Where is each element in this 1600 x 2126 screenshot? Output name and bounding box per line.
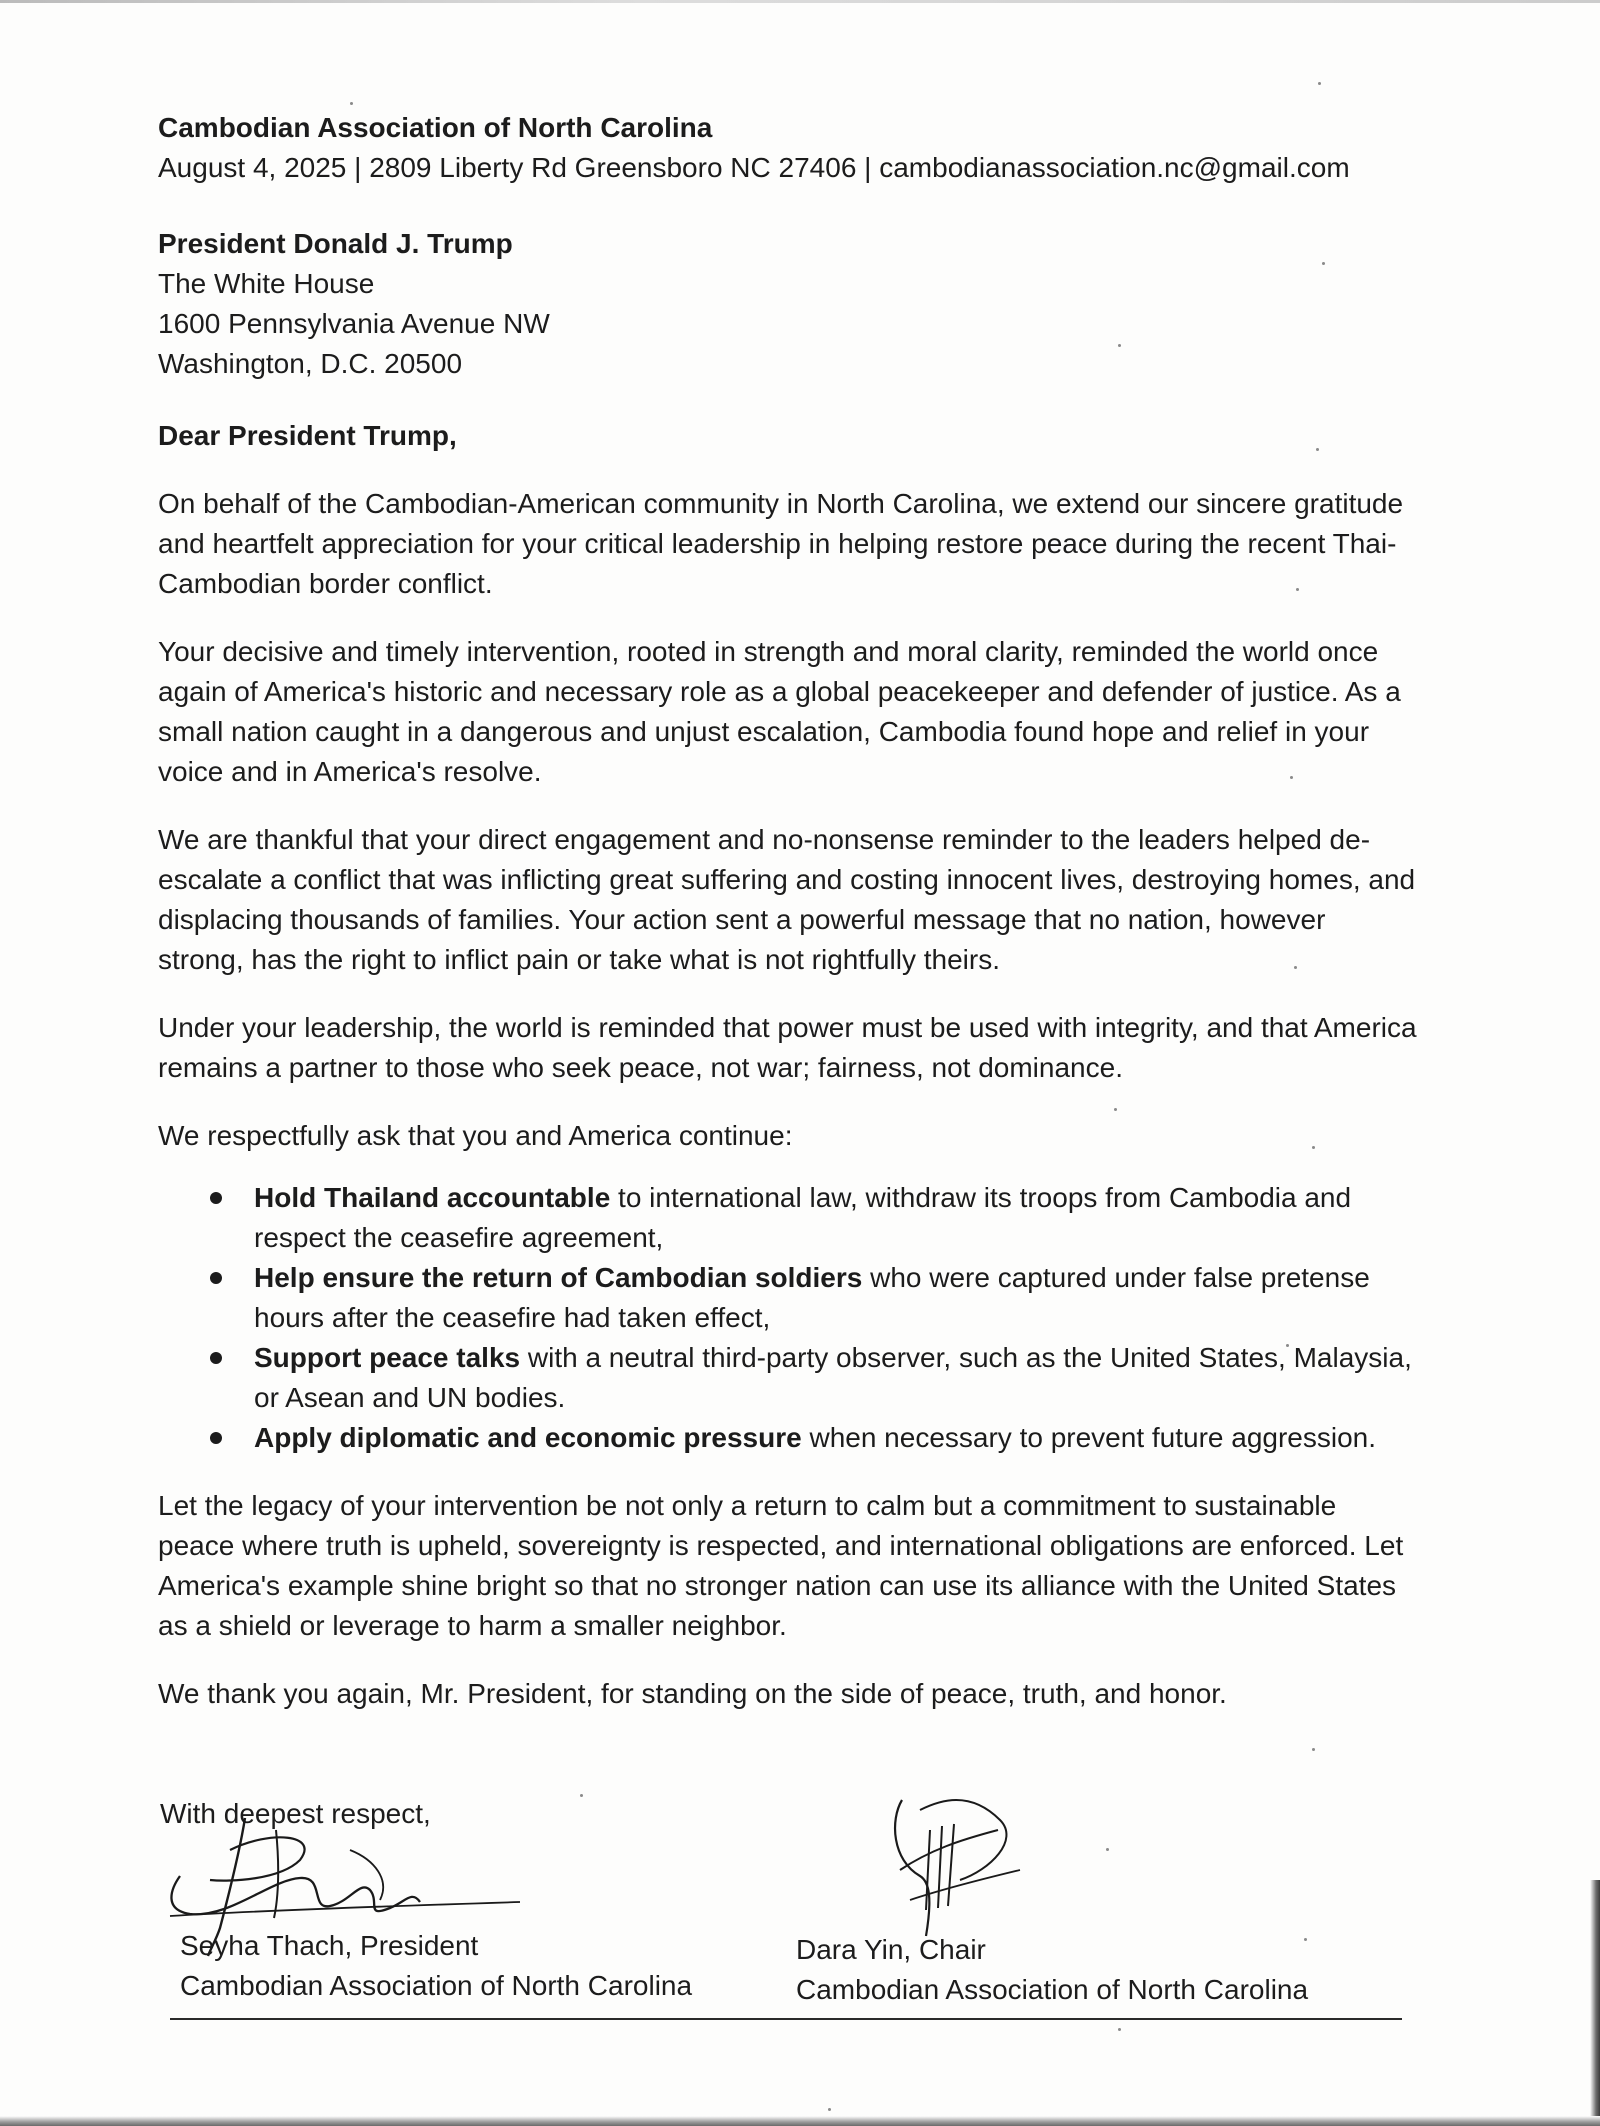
signer-name-title: Dara Yin, Chair — [796, 1934, 986, 1965]
signature-dara-yin — [880, 1790, 1040, 1940]
valediction: With deepest respect, — [160, 1798, 431, 1829]
list-item — [254, 1178, 1418, 1258]
list-item — [254, 1258, 1418, 1338]
body-paragraph: Under your leadership, the world is reminded that power must be used with integrity, and that America remains a partner to those who seek peace, not war; fairness, not dominance. — [158, 1012, 1417, 1083]
list-item-lead: Hold Thailand accountable — [254, 1182, 611, 1213]
scan-bottom-edge — [0, 2116, 1600, 2126]
recipient-address — [158, 224, 1418, 384]
list-item-text: with a neutral third-party observer, such as the United States, Malaysia, or Asean and UN bodies. — [254, 1342, 1412, 1413]
body-paragraph: We thank you again, Mr. President, for standing on the side of peace, truth, and honor. — [158, 1678, 1227, 1709]
signer-name-title: Seyha Thach, President — [180, 1930, 479, 1961]
body-paragraph: On behalf of the Cambodian-American community in North Carolina, we extend our sincere gratitude and heartfelt appreciation for your critical leadership in helping restore peace during the recent Thai-Cambodian border conflict. — [158, 488, 1404, 599]
letterhead-org-name: Cambodian Association of North Carolina — [158, 112, 713, 143]
signature-area — [0, 1790, 1600, 2040]
requests-list — [158, 1178, 1418, 1458]
scan-top-edge — [0, 0, 1600, 3]
signer-org: Cambodian Association of North Carolina — [796, 1974, 1309, 2005]
body-paragraph: We respectfully ask that you and America continue: — [158, 1120, 793, 1151]
signer-left — [180, 1926, 692, 2006]
scan-speck — [1318, 82, 1321, 85]
list-item-lead: Apply diplomatic and economic pressure — [254, 1422, 802, 1453]
scan-speck — [1312, 1748, 1315, 1751]
letterhead-details: August 4, 2025 | 2809 Liberty Rd Greensboro NC 27406 | cambodianassociation.nc@gmail.com — [158, 152, 1350, 183]
bullet-icon — [210, 1352, 222, 1364]
footer-rule — [170, 2018, 1402, 2020]
bullet-icon — [210, 1272, 222, 1284]
list-item-lead: Support peace talks — [254, 1342, 521, 1373]
signer-right — [796, 1930, 1308, 2010]
scan-speck — [828, 2108, 831, 2111]
scan-speck — [350, 102, 353, 105]
list-item — [254, 1418, 1418, 1458]
recipient-line: Washington, D.C. 20500 — [158, 348, 463, 379]
list-item-lead: Help ensure the return of Cambodian soldiers — [254, 1262, 863, 1293]
body-paragraph: We are thankful that your direct engagement and no-nonsense reminder to the leaders helped de-escalate a conflict that was inflicting great suffering and costing innocent lives, destroying homes, and displacing thousands of families. Your action sent a powerful message that no nation, however strong, has the right to inflict pain or take what is not rightfully theirs. — [158, 824, 1416, 975]
signer-org: Cambodian Association of North Carolina — [180, 1970, 693, 2001]
list-item-text: to international law, withdraw its troops from Cambodia and respect the ceasefire agreement, — [254, 1182, 1352, 1253]
recipient-line: The White House — [158, 268, 375, 299]
list-item-text: when necessary to prevent future aggression. — [801, 1422, 1377, 1453]
letter-body — [158, 108, 1418, 1714]
bullet-icon — [210, 1192, 222, 1204]
recipient-name: President Donald J. Trump — [158, 228, 513, 259]
list-item — [254, 1338, 1418, 1418]
salutation: Dear President Trump, — [158, 420, 457, 451]
body-paragraph: Your decisive and timely intervention, rooted in strength and moral clarity, reminded the world once again of America's historic and necessary role as a global peacekeeper and defender of justice. As a small nation caught in a dangerous and unjust escalation, Cambodia found hope and relief in your voice and in America's resolve. — [158, 636, 1401, 787]
recipient-line: 1600 Pennsylvania Avenue NW — [158, 308, 550, 339]
bullet-icon — [210, 1432, 222, 1444]
body-paragraph: Let the legacy of your intervention be not only a return to calm but a commitment to sustainable peace where truth is upheld, sovereignty is respected, and international obligations are enforced. Let America's example shine bright so that no stronger nation can use its alliance with the United States as a shield or leverage to harm a smaller neighbor. — [158, 1490, 1404, 1641]
list-item-text: who were captured under false pretense hours after the ceasefire had taken effect, — [254, 1262, 1370, 1333]
